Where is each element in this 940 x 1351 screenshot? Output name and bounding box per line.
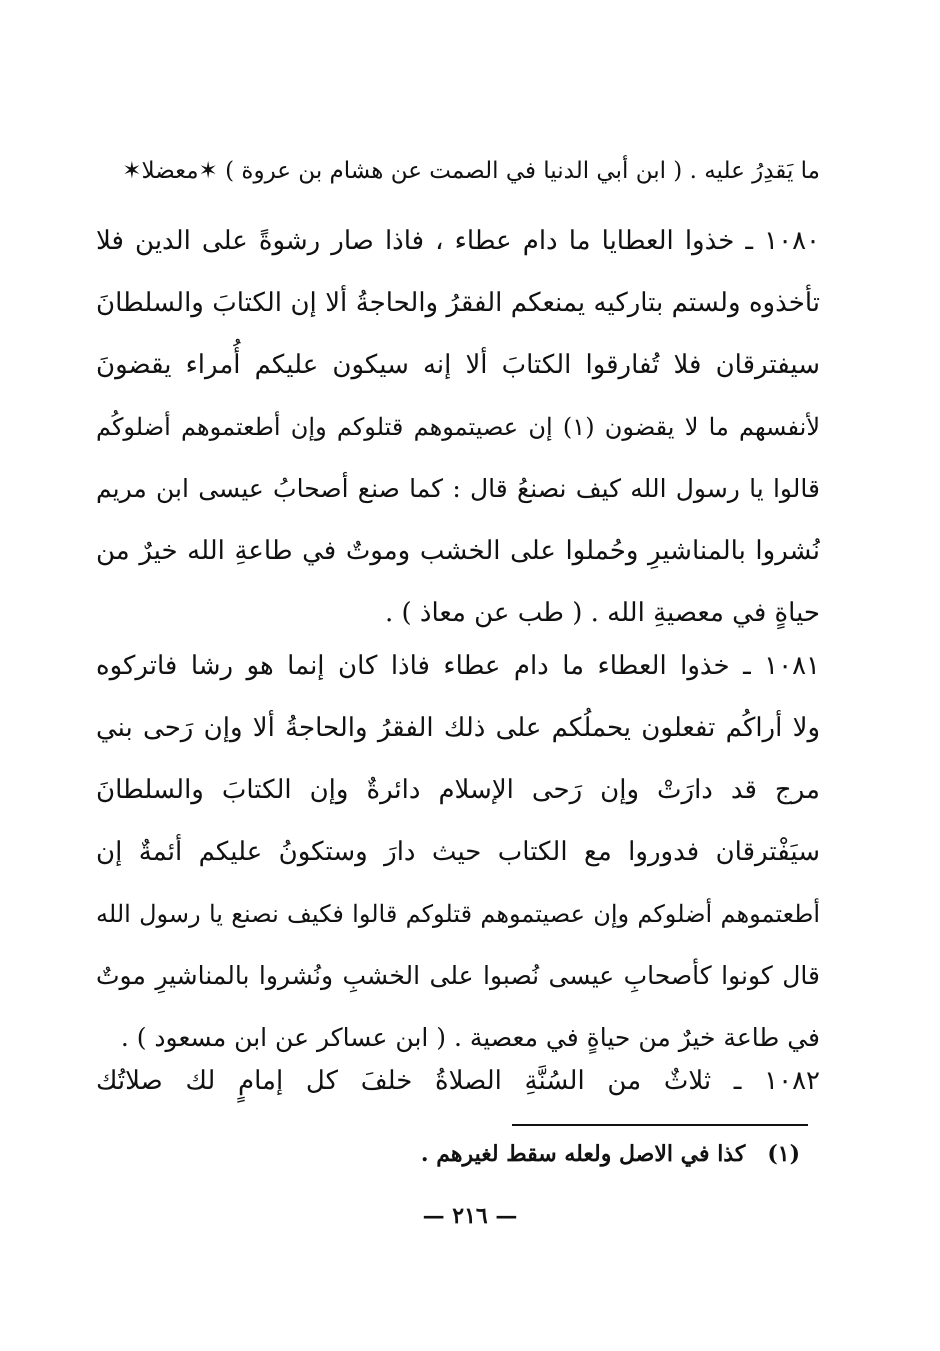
text-line: ما يَقدِرُ عليه . ( ابن أبي الدنيا في الصمت عن هشام بن عروة ) ✶معضلا✶ — [122, 158, 820, 184]
hadith-1082 — [96, 1050, 820, 1112]
text-line: قالوا يا رسول الله كيف نصنعُ قال : كما صنع أصحابُ عيسى ابن مريم — [96, 474, 820, 503]
text-line: لأنفسهم ما لا يقضون (١) إن عصيتموهم قتلوكم وإن أطعتموهم أضلوكُم — [96, 413, 820, 441]
text-line: قال كونوا كأصحابِ عيسى نُصبوا على الخشبِ ونُشروا بالمناشيرِ موتٌ — [96, 961, 820, 990]
text-line: سيفترقان فلا تُفارقوا الكتابَ ألا إنه سيكون عليكم أُمراء يقضونَ — [96, 350, 820, 380]
footnote — [300, 1132, 800, 1176]
text-line: حياةٍ في معصيةِ الله . ( طب عن معاذ ) . — [384, 598, 820, 628]
text-line: سيَفْترقان فدوروا مع الكتاب حيث دارَ وستكونُ عليكم أئمةٌ إن — [96, 837, 820, 867]
text-line: أطعتموهم أضلوكم وإن عصيتموهم قتلوكم قالوا فكيف نصنع يا رسول الله — [96, 900, 820, 928]
text-line: ١٠٨٠ ـ خذوا العطايا ما دام عطاء ، فاذا صار رشوةً على الدين فلا — [96, 226, 820, 256]
hadith-1080 — [96, 210, 820, 644]
text-line: في طاعة خيرٌ من حياةٍ في معصية . ( ابن عساكر عن ابن مسعود ) . — [120, 1023, 820, 1052]
text-line: ١٠٨٢ ـ ثلاثٌ من السُنَّةِ الصلاةُ خلفَ كل إمامٍ لك صلاتُك — [96, 1066, 820, 1096]
footnote-text: كذا في الاصل ولعله سقط لغيرهم . — [420, 1141, 746, 1167]
text-line: نُشروا بالمناشيرِ وحُملوا على الخشب وموتٌ في طاعةِ الله خيرٌ من — [96, 536, 820, 566]
text-line: مرج قد دارَتْ وإن رَحى الإسلام دائرةٌ وإن الكتابَ والسلطانَ — [96, 775, 820, 805]
text-line: تأخذوه ولستم بتاركيه يمنعكم الفقرُ والحاجةُ ألا إن الكتابَ والسلطانَ — [96, 288, 820, 318]
intro-paragraph — [96, 140, 820, 202]
text-line: ١٠٨١ ـ خذوا العطاء ما دام عطاء فاذا كان إنما هو رشا فاتركوه — [96, 651, 820, 681]
hadith-1081 — [96, 635, 820, 1069]
page-number: — ٢١٦ — — [422, 1203, 518, 1229]
footnote-divider — [512, 1124, 808, 1126]
footnote-mark: (١) — [767, 1141, 800, 1167]
text-line: ولا أراكُم تفعلون يحملُكم على ذلك الفقرُ والحاجةُ ألا وإن رَحى بني — [96, 713, 820, 743]
